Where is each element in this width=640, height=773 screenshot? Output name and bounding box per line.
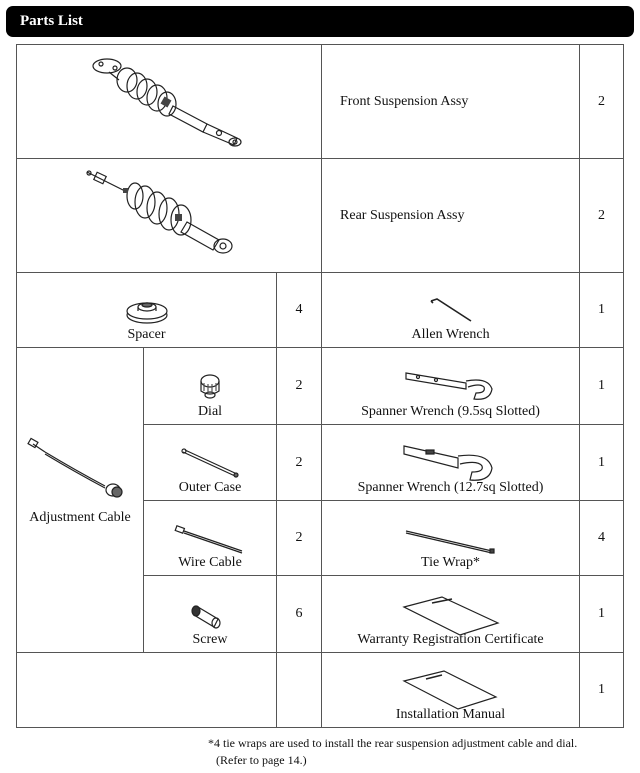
- outer-case-cell: [144, 425, 277, 501]
- dial-cell: [144, 348, 277, 425]
- manual-qty: 1: [580, 653, 624, 728]
- wire-cable-name: Wire Cable: [178, 555, 242, 570]
- spanner-127-illustration: [396, 442, 506, 486]
- spacer-qty: 4: [277, 273, 322, 348]
- front-suspension-name: Front Suspension Assy: [322, 45, 580, 159]
- wire-cable-illustration: [170, 521, 250, 557]
- screw-name: Screw: [192, 632, 228, 647]
- screw-illustration: [190, 597, 230, 633]
- front-suspension-illustration: [79, 50, 259, 154]
- spanner-127-qty: 1: [580, 425, 624, 501]
- manual-cell: [322, 653, 580, 728]
- rear-suspension-name: Rear Suspension Assy: [322, 159, 580, 273]
- table-row: [17, 273, 624, 348]
- table-row: [17, 159, 624, 273]
- footnote-line-1: *4 tie wraps are used to install the rear suspension adjustment cable and dial.: [208, 736, 578, 750]
- table-row: [17, 348, 624, 425]
- tie-wrap-qty: 4: [580, 501, 624, 576]
- allen-wrench-qty: 1: [580, 273, 624, 348]
- spanner-95-name: Spanner Wrench (9.5sq Slotted): [361, 404, 540, 419]
- spanner-95-illustration: [396, 367, 506, 407]
- spanner-127-name: Spanner Wrench (12.7sq Slotted): [357, 480, 544, 495]
- dial-qty: 2: [277, 348, 322, 425]
- outer-case-name: Outer Case: [178, 480, 242, 495]
- footnote: [208, 735, 577, 769]
- spacer-illustration: [122, 293, 172, 329]
- wire-cable-qty: 2: [277, 501, 322, 576]
- manual-name: Installation Manual: [395, 707, 506, 722]
- adjustment-cable-illustration: [25, 434, 135, 504]
- empty-cell: [17, 653, 277, 728]
- tie-wrap-cell: [322, 501, 580, 576]
- screw-cell: [144, 576, 277, 653]
- spacer-name: Spacer: [127, 327, 166, 342]
- outer-case-illustration: [175, 446, 245, 482]
- warranty-certificate-illustration: [396, 593, 506, 637]
- front-suspension-qty: 2: [580, 45, 624, 159]
- wire-cable-cell: [144, 501, 277, 576]
- table-row: [17, 45, 624, 159]
- spanner-95-cell: [322, 348, 580, 425]
- footnote-line-2: (Refer to page 14.): [216, 753, 307, 767]
- allen-wrench-illustration: [421, 293, 481, 329]
- rear-suspension-illustration: [79, 164, 259, 268]
- adjustment-cable-name: Adjustment Cable: [29, 510, 131, 525]
- allen-wrench-cell: [322, 273, 580, 348]
- spacer-cell: [17, 273, 277, 348]
- front-suspension-figure-cell: [17, 45, 322, 159]
- tie-wrap-illustration: [396, 521, 506, 557]
- warranty-name: Warranty Registration Certificate: [357, 632, 544, 647]
- dial-name: Dial: [197, 404, 223, 419]
- empty-qty-cell: [277, 653, 322, 728]
- spanner-95-qty: 1: [580, 348, 624, 425]
- screw-qty: 6: [277, 576, 322, 653]
- rear-suspension-qty: 2: [580, 159, 624, 273]
- warranty-cell: [322, 576, 580, 653]
- table-row: [17, 653, 624, 728]
- page-title: Parts List: [20, 13, 83, 29]
- rear-suspension-figure-cell: [17, 159, 322, 273]
- tie-wrap-name: Tie Wrap*: [421, 555, 480, 570]
- allen-wrench-name: Allen Wrench: [411, 327, 490, 342]
- adjustment-cable-cell: [17, 348, 144, 653]
- spanner-127-cell: [322, 425, 580, 501]
- outer-case-qty: 2: [277, 425, 322, 501]
- parts-list-header: [6, 6, 634, 37]
- warranty-qty: 1: [580, 576, 624, 653]
- dial-illustration: [190, 369, 230, 405]
- parts-table: [16, 44, 624, 728]
